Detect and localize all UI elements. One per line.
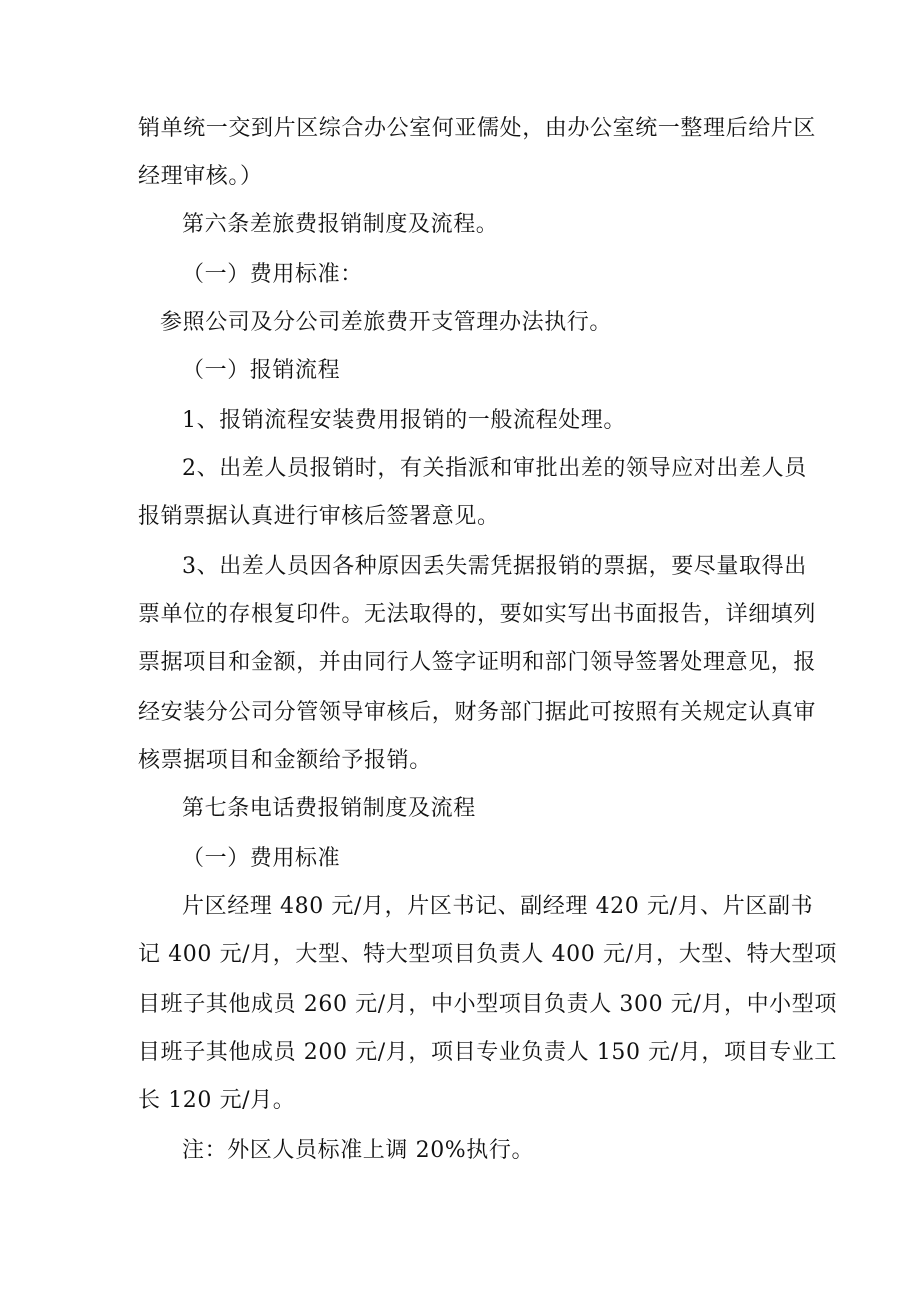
list-item-3-continuation: 票单位的存根复印件。无法取得的，要如实写出书面报告，详细填列 (138, 602, 817, 627)
body-text-line: 参照公司及分公司差旅费开支管理办法执行。 (160, 310, 613, 335)
list-item-3-continuation: 经安装分公司分管领导审核后，财务部门据此可按照有关规定认真审 (138, 700, 817, 725)
note-line: 注：外区人员标准上调 20%执行。 (182, 1138, 535, 1163)
body-text-line: 记 400 元/月，大型、特大型项目负责人 400 元/月，大型、特大型项 (138, 942, 837, 967)
list-item-2-continuation: 报销票据认真进行审核后签署意见。 (138, 504, 500, 529)
list-item-3-continuation: 核票据项目和金额给予报销。 (138, 748, 432, 773)
body-text-line: 片区经理 480 元/月，片区书记、副经理 420 元/月、片区副书 (182, 894, 814, 919)
list-item-3-continuation: 票据项目和金额，并由同行人签字证明和部门领导签署处理意见，报 (138, 650, 817, 675)
list-item-3: 3、出差人员因各种原因丢失需凭据报销的票据，要尽量取得出 (182, 554, 807, 579)
section-heading-6: 第六条差旅费报销制度及流程。 (182, 212, 499, 237)
list-item-2: 2、出差人员报销时，有关指派和审批出差的领导应对出差人员 (182, 456, 807, 481)
subsection-heading: （一）费用标准： (182, 262, 363, 287)
subsection-heading: （一）报销流程 (182, 358, 341, 383)
body-text-line: 长 120 元/月。 (138, 1088, 296, 1113)
body-text-line: 经理审核。） (138, 164, 263, 189)
subsection-heading: （一）费用标准 (182, 846, 341, 871)
body-text-line: 销单统一交到片区综合办公室何亚儒处，由办公室统一整理后给片区 (138, 116, 817, 141)
body-text-line: 目班子其他成员 260 元/月，中小型项目负责人 300 元/月，中小型项 (138, 992, 837, 1017)
list-item-1: 1、报销流程安装费用报销的一般流程处理。 (182, 408, 626, 433)
body-text-line: 目班子其他成员 200 元/月，项目专业负责人 150 元/月，项目专业工 (138, 1040, 837, 1065)
section-heading-7: 第七条电话费报销制度及流程 (182, 796, 476, 821)
